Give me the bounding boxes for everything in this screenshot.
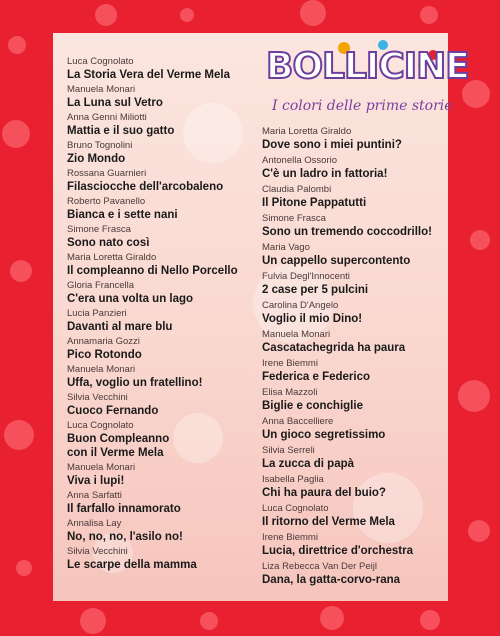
- book-entry: [67, 546, 238, 574]
- book-author: Simone Frasca: [67, 224, 131, 235]
- book-author: Rossana Guarnieri: [67, 168, 147, 179]
- book-title: Dana, la gatta-corvo-rana: [262, 574, 401, 586]
- book-author: Annalisa Lay: [67, 518, 122, 529]
- book-title: La Luna sul Vetro: [67, 97, 163, 109]
- book-entry: [67, 56, 238, 84]
- book-author: Bruno Tognolini: [67, 140, 133, 151]
- book-entry: [67, 84, 238, 112]
- book-title: No, no, no, l'asilo no!: [67, 531, 183, 543]
- decorative-bubble: [420, 6, 438, 24]
- book-title: Mattia e il suo gatto: [67, 125, 175, 137]
- book-title: Cascatachegrida ha paura: [262, 342, 406, 354]
- book-entry: [262, 329, 432, 358]
- book-author: Carolina D'Angelo: [262, 300, 339, 311]
- book-author: Silvia Vecchini: [67, 392, 128, 403]
- book-entry: [67, 140, 238, 168]
- decorative-bubble: [420, 610, 440, 630]
- book-author: Manuela Monari: [67, 462, 136, 473]
- book-author: Manuela Monari: [67, 364, 136, 375]
- decorative-bubble: [458, 380, 490, 412]
- book-title: Il ritorno del Verme Mela: [262, 516, 395, 528]
- book-title: Uffa, voglio un fratellino!: [67, 377, 203, 389]
- book-entry: [67, 462, 238, 490]
- book-entry: [67, 168, 238, 196]
- book-title: Federica e Federico: [262, 371, 371, 383]
- book-entry: [67, 490, 238, 518]
- book-title: Il compleanno di Nello Porcello: [67, 265, 238, 277]
- book-entry: [262, 445, 432, 474]
- book-title-line2: con il Verme Mela: [67, 447, 164, 459]
- book-author: Lucia Panzieri: [67, 308, 127, 319]
- book-entry: [262, 155, 432, 184]
- book-entry: [262, 416, 432, 445]
- book-author: Silvia Vecchini: [67, 546, 128, 557]
- book-author: Irene Biemmi: [262, 358, 318, 369]
- book-entry: [262, 271, 432, 300]
- book-entry: [67, 112, 238, 140]
- book-entry: [67, 336, 238, 364]
- book-entry: [67, 308, 238, 336]
- book-author: Gloria Francella: [67, 280, 135, 291]
- bollicine-logo: [266, 40, 469, 126]
- decorative-bubble: [468, 520, 490, 542]
- decorative-bubble: [16, 560, 32, 576]
- book-author: Manuela Monari: [262, 329, 331, 340]
- book-entry: [67, 518, 238, 546]
- book-author: Elisa Mazzoli: [262, 387, 318, 398]
- book-title: Zio Mondo: [67, 153, 126, 165]
- book-author: Luca Cognolato: [67, 420, 134, 431]
- book-author: Anna Baccelliere: [262, 416, 334, 427]
- book-author: Anna Genni Miliotti: [67, 112, 147, 123]
- left-column: [67, 56, 238, 574]
- book-author: Annamaria Gozzi: [67, 336, 140, 347]
- book-title: C'è un ladro in fattoria!: [262, 168, 388, 180]
- book-title: Un gioco segretissimo: [262, 429, 386, 441]
- book-title: Un cappello supercontento: [262, 255, 411, 267]
- book-entry: [67, 224, 238, 252]
- book-title: Bianca e i sette nani: [67, 209, 178, 221]
- decorative-bubble: [470, 230, 490, 250]
- book-entry: [67, 252, 238, 280]
- book-author: Fulvia Degl'Innocenti: [262, 271, 350, 282]
- book-entry: [262, 184, 432, 213]
- book-title: La Storia Vera del Verme Mela: [67, 69, 230, 81]
- book-entry: [262, 242, 432, 271]
- book-title: Lucia, direttrice d'orchestra: [262, 545, 414, 557]
- book-entry: [262, 126, 432, 155]
- book-entry: [67, 196, 238, 224]
- book-title: Il farfallo innamorato: [67, 503, 181, 515]
- decorative-bubble: [200, 612, 218, 630]
- logo-subtitle: I colori delle prime storie: [272, 98, 453, 114]
- book-entry: [262, 503, 432, 532]
- book-author: Maria Loretta Giraldo: [67, 252, 157, 263]
- book-title: Davanti al mare blu: [67, 321, 173, 333]
- book-title: Biglie e conchiglie: [262, 400, 363, 412]
- decorative-bubble: [300, 0, 326, 26]
- book-entry: [67, 280, 238, 308]
- book-author: Luca Cognolato: [262, 503, 329, 514]
- decorative-bubble: [8, 36, 26, 54]
- book-entry: [67, 420, 238, 462]
- book-title: Filasciocche dell'arcobaleno: [67, 181, 224, 193]
- book-title: Il Pitone Pappatutti: [262, 197, 367, 209]
- book-author: Antonella Ossorio: [262, 155, 337, 166]
- book-entry: [262, 532, 432, 561]
- decorative-bubble: [320, 606, 344, 630]
- book-entry: [262, 358, 432, 387]
- book-title: Buon Compleanno: [67, 433, 170, 445]
- book-author: Maria Loretta Giraldo: [262, 126, 352, 137]
- book-entry: [262, 300, 432, 329]
- book-entry: [67, 364, 238, 392]
- book-entry: [262, 561, 432, 590]
- book-author: Liza Rebecca Van Der Peijl: [262, 561, 377, 572]
- book-author: Anna Sarfatti: [67, 490, 122, 501]
- book-title: La zucca di papà: [262, 458, 355, 470]
- book-title: Chi ha paura del buio?: [262, 487, 386, 499]
- book-title: C'era una volta un lago: [67, 293, 194, 305]
- book-author: Silvia Serreli: [262, 445, 315, 456]
- book-entry: [262, 474, 432, 503]
- decorative-bubble: [4, 420, 34, 450]
- book-entry: [262, 387, 432, 416]
- book-author: Manuela Monari: [67, 84, 136, 95]
- decorative-bubble: [2, 120, 30, 148]
- book-title: Voglio il mio Dino!: [262, 313, 363, 325]
- book-author: Simone Frasca: [262, 213, 326, 224]
- book-author: Roberto Pavanello: [67, 196, 146, 207]
- book-title: Dove sono i miei puntini?: [262, 139, 402, 151]
- book-title: Cuoco Fernando: [67, 405, 159, 417]
- book-title: Viva i lupi!: [67, 475, 125, 487]
- book-title: 2 case per 5 pulcini: [262, 284, 369, 296]
- book-title: Pico Rotondo: [67, 349, 142, 361]
- book-entry: [67, 392, 238, 420]
- decorative-bubble: [180, 8, 194, 22]
- logo-wordmark: BOLLICINE: [266, 46, 469, 87]
- book-author: Claudia Palombi: [262, 184, 332, 195]
- book-title: Le scarpe della mamma: [67, 559, 197, 571]
- book-author: Irene Biemmi: [262, 532, 318, 543]
- book-title: Sono un tremendo coccodrillo!: [262, 226, 432, 238]
- book-author: Isabella Paglia: [262, 474, 324, 485]
- decorative-bubble: [80, 608, 106, 634]
- decorative-bubble: [95, 4, 117, 26]
- book-author: Luca Cognolato: [67, 56, 134, 67]
- book-title: Sono nato così: [67, 237, 150, 249]
- book-entry: [262, 213, 432, 242]
- right-column: [262, 126, 432, 590]
- decorative-bubble: [10, 260, 32, 282]
- book-author: Maria Vago: [262, 242, 310, 253]
